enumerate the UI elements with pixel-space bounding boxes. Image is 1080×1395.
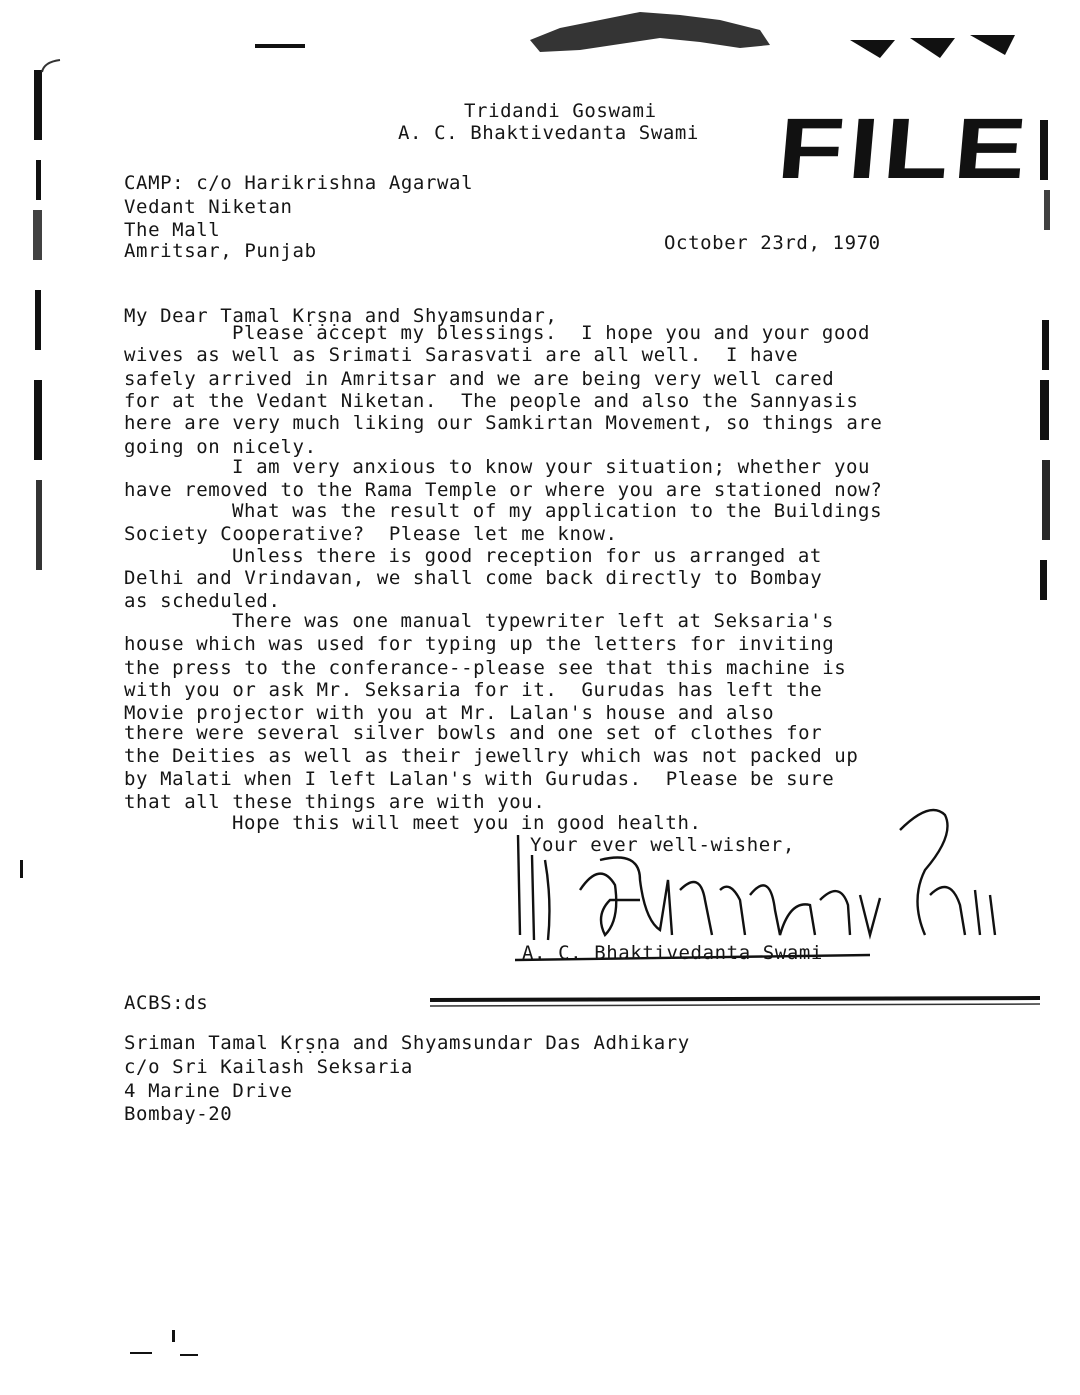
address-line: The Mall	[124, 219, 221, 241]
body-line: for at the Vedant Niketan. The people and also the Sannyasis	[124, 390, 859, 412]
letterhead-title: Tridandi Goswami	[464, 100, 657, 122]
body-line: Hope this will meet you in good health.	[232, 812, 702, 834]
body-line: that all these things are with you.	[124, 791, 546, 813]
body-line: What was the result of my application to the Buildings	[232, 500, 883, 522]
body-line: with you or ask Mr. Seksaria for it. Gurudas has left the	[124, 679, 823, 701]
recipient-line: Sriman Tamal Kṛṣṇa and Shyamsundar Das Adhikary	[124, 1032, 690, 1054]
body-line: the press to the conferance--please see that this machine is	[124, 657, 847, 679]
signature-name: A. C. Bhaktivedanta Swami	[522, 942, 823, 964]
recipient-line: 4 Marine Drive	[124, 1080, 293, 1102]
address-line: CAMP: c/o Harikrishna Agarwal	[124, 172, 474, 194]
address-line: Amritsar, Punjab	[124, 240, 317, 262]
typist-initials: ACBS:ds	[124, 992, 209, 1014]
body-line: There was one manual typewriter left at Seksaria's	[232, 610, 834, 632]
body-line: the Deities as well as their jewellry which was not packed up	[124, 745, 859, 767]
body-line: Unless there is good reception for us arranged at	[232, 545, 822, 567]
body-line: Delhi and Vrindavan, we shall come back directly to Bombay	[124, 567, 823, 589]
letterhead-name: A. C. Bhaktivedanta Swami	[398, 122, 699, 144]
body-line: there were several silver bowls and one set of clothes for	[124, 722, 823, 744]
salutation: My Dear Tamal Kṛṣṇa and Shyamsundar,	[124, 305, 558, 327]
body-line: as scheduled.	[124, 590, 281, 612]
body-line: by Malati when I left Lalan's with Gurudas. Please be sure	[124, 768, 835, 790]
body-line: Please accept my blessings. I hope you and your good	[232, 322, 871, 344]
body-line: Society Cooperative? Please let me know.	[124, 523, 618, 545]
body-line: here are very much liking our Samkirtan Movement, so things are	[124, 412, 883, 434]
address-line: Vedant Niketan	[124, 196, 293, 218]
body-line: I am very anxious to know your situation; whether you	[232, 456, 871, 478]
body-line: house which was used for typing up the letters for inviting	[124, 633, 835, 655]
closing: Your ever well-wisher,	[530, 834, 795, 856]
body-line: going on nicely.	[124, 436, 317, 458]
letter-date: October 23rd, 1970	[664, 232, 881, 254]
body-line: safely arrived in Amritsar and we are being very well cared	[124, 368, 835, 390]
body-line: wives as well as Srimati Sarasvati are all well. I have	[124, 344, 799, 366]
body-line: Movie projector with you at Mr. Lalan's house and also	[124, 702, 775, 724]
file-stamp: FILE	[773, 101, 1036, 197]
recipient-line: Bombay-20	[124, 1103, 233, 1125]
body-line: have removed to the Rama Temple or where you are stationed now?	[124, 479, 883, 501]
recipient-line: c/o Sri Kailash Seksaria	[124, 1056, 413, 1078]
